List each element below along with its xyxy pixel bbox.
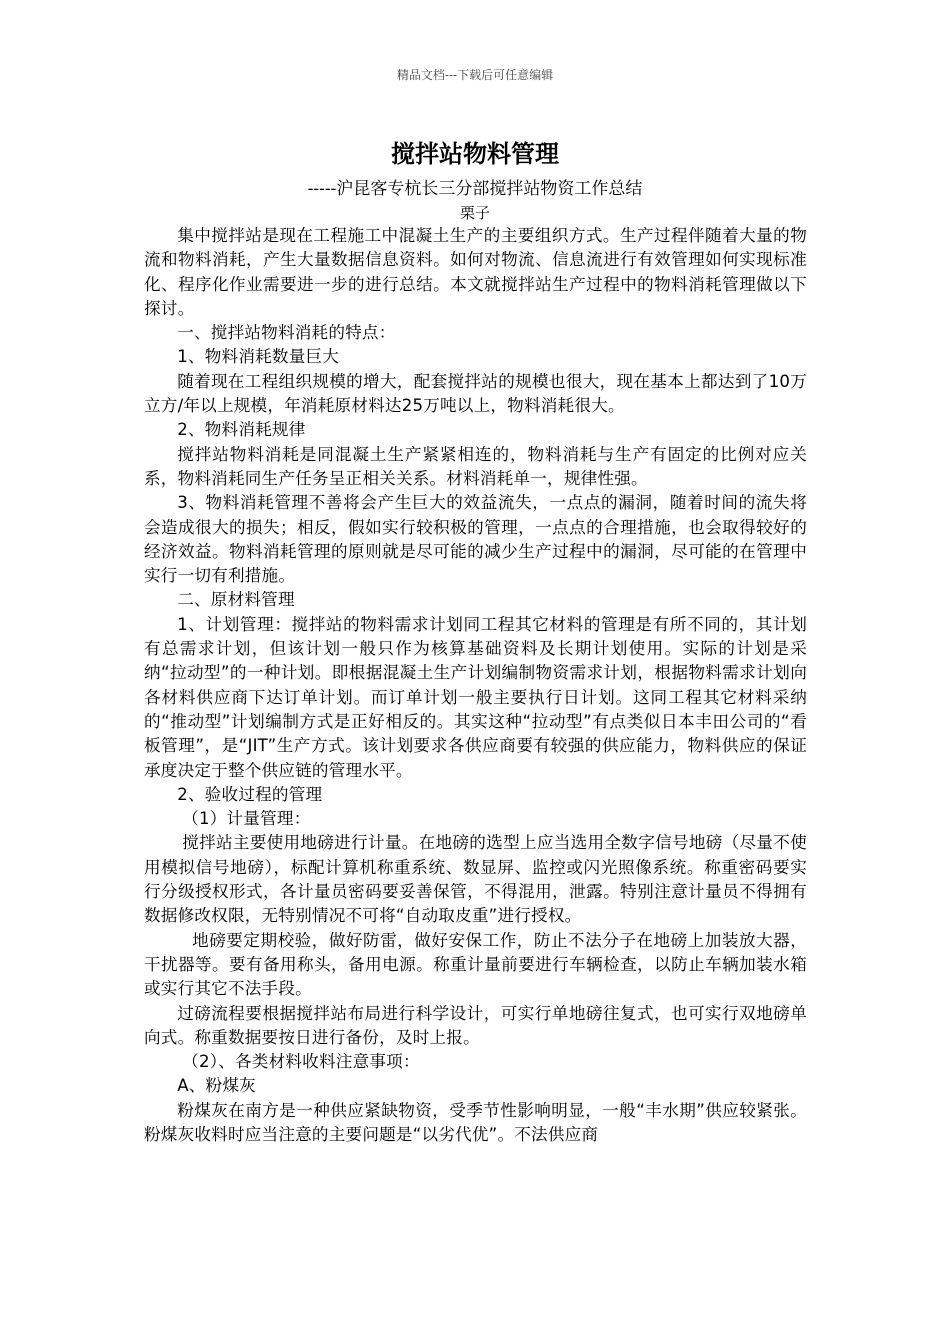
- paragraph-1-1: 随着现在工程组织规模的增大，配套搅拌站的规模也很大，现在基本上都达到了10万立方/年以上规模，年消耗原材料达25万吨以上，物料消耗很大。: [144, 371, 807, 416]
- paragraph-2-2-1a: 搅拌站主要使用地磅进行计量。在地磅的选型上应当选用全数字信号地磅（尽量不使用模拟信号地磅），标配计算机称重系统、数显屏、监控或闪光照像系统。称重密码要实行分级授权形式，各计量员密码要妥善保管，不得混用，泄露。特别注意计量员不得拥有数据修改权限，无特别情况不可将“自动取皮重”进行授权。: [144, 833, 807, 926]
- subsection-heading-2-2-2: （2）、各类材料收料注意事项：: [182, 1052, 420, 1072]
- paragraph-1-2: 搅拌站物料消耗是同混凝土生产紧紧相连的，物料消耗与生产有固定的比例对应关系，物料消耗同生产任务呈正相关关系。材料消耗单一，规律性强。: [144, 444, 807, 488]
- section-heading-2: 二、原材料管理: [177, 590, 295, 610]
- subsection-heading-2-2-1: （1）计量管理：: [182, 809, 311, 829]
- document-title: 搅拌站物料管理: [391, 139, 559, 168]
- page-header-note: 精品文档---下载后可任意编辑: [396, 68, 554, 82]
- document-author: 栗子: [459, 204, 490, 222]
- item-heading-a: A、粉煤灰: [177, 1076, 256, 1096]
- paragraph-2-2-1b: 地磅要定期校验，做好防雷，做好安保工作，防止不法分子在地磅上加装放大器，干扰器等。要有备用称头，备用电源。称重计量前要进行车辆检查，以防止车辆加装水箱或实行其它不法手段。: [144, 930, 807, 999]
- paragraph-2-2-1c: 过磅流程要根据搅拌站布局进行科学设计，可实行单地磅往复式，也可实行双地磅单向式。称重数据要按日进行备份，及时上报。: [144, 1003, 807, 1047]
- paragraph-intro: 集中搅拌站是现在工程施工中混凝土生产的主要组织方式。生产过程伴随着大量的物流和物料消耗，产生大量数据信息资料。如何对物流、信息流进行有效管理如何实现标准化、程序化作业需要进一步的进行总结。本文就搅拌站生产过程中的物料消耗管理做以下探讨。: [144, 226, 807, 318]
- subsection-heading-1-2: 2、物料消耗规律: [177, 420, 306, 440]
- document-body: [144, 224, 807, 1147]
- paragraph-1-3: 3、物料消耗管理不善将会产生巨大的效益流失，一点点的漏洞，随着时间的流失将会造成很大的损失；相反，假如实行较积极的管理，一点点的合理措施，也会取得较好的经济效益。物料消耗管理的原则就是尽可能的减少生产过程中的漏洞，尽可能的在管理中实行一切有利措施。: [144, 493, 807, 586]
- section-heading-1: 一、搅拌站物料消耗的特点：: [177, 323, 396, 343]
- paragraph-item-a: 粉煤灰在南方是一种供应紧缺物资，受季节性影响明显，一般“丰水期”供应较紧张。粉煤灰收料时应当注意的主要问题是“以劣代优”。不法供应商: [144, 1100, 807, 1144]
- paragraph-2-1: 1、计划管理：搅拌站的物料需求计划同工程其它材料的管理是有所不同的，其计划有总需求计划，但该计划一般只作为核算基础资料及长期计划使用。实际的计划是采纳“拉动型”的一种计划。即根据混凝土生产计划编制物资需求计划，根据物料需求计划向各材料供应商下达订单计划。而订单计划一般主要执行日计划。这同工程其它材料采纳的“推动型”计划编制方式是正好相反的。其实这种“拉动型”有点类似日本丰田公司的“看板管理”，是“JIT”生产方式。该计划要求各供应商要有较强的供应能力，物料供应的保证承度决定于整个供应链的管理水平。: [144, 614, 807, 780]
- document-subtitle: -----沪昆客专杭长三分部搅拌站物资工作总结: [307, 179, 643, 199]
- subsection-heading-2-2: 2、验收过程的管理: [177, 784, 323, 804]
- subsection-heading-1-1: 1、物料消耗数量巨大: [177, 347, 340, 367]
